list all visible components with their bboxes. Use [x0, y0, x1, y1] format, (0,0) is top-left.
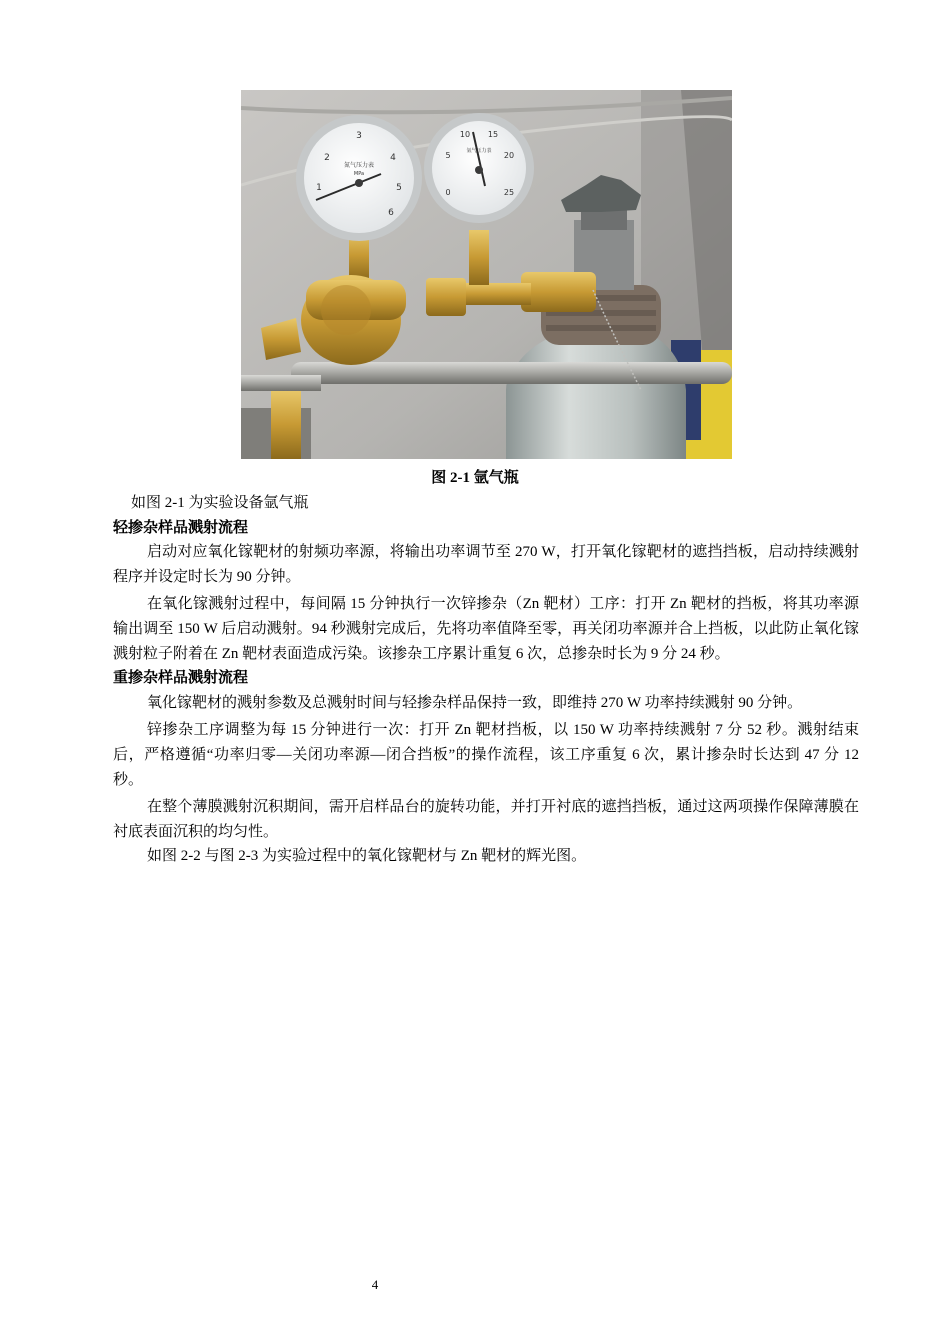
svg-text:4: 4 [390, 153, 396, 163]
intro-paragraph: 如图 2-1 为实验设备氩气瓶 [131, 495, 309, 511]
svg-text:20: 20 [503, 151, 515, 160]
svg-text:10: 10 [459, 130, 471, 139]
pressure-gauge-right-icon [424, 113, 534, 223]
svg-text:3: 3 [356, 131, 362, 141]
page-number: 4 [371, 1277, 379, 1292]
svg-text:5: 5 [445, 151, 451, 160]
svg-text:氩气压力表: 氩气压力表 [466, 148, 492, 154]
pressure-gauge-left-icon [296, 115, 422, 241]
paragraph: 锌掺杂工序调整为每 15 分钟进行一次：打开 Zn 靶材挡板，以 150 W 功率持续溅射 7 分 52 秒。溅射结束后，严格遵循“功率归零—关闭功率源—闭合挡板”的操作流程，该工序重复 6 次，累计掺杂时长达到 47 分 12 秒。 [113, 722, 859, 788]
svg-text:MPa: MPa [353, 171, 365, 177]
svg-text:25: 25 [503, 188, 515, 197]
svg-text:5: 5 [396, 183, 402, 193]
svg-text:0: 0 [445, 188, 451, 197]
svg-text:2: 2 [324, 153, 330, 163]
svg-text:6: 6 [388, 208, 394, 218]
svg-text:氮气压力表: 氮气压力表 [343, 162, 375, 169]
body-text [113, 491, 859, 869]
paragraph: 氧化镓靶材的溅射参数及总溅射时间与轻掺杂样品保持一致，即维持 270 W 功率持续溅射 90 分钟。 [147, 694, 803, 711]
section-heading-light-doping: 轻掺杂样品溅射流程 [113, 519, 249, 536]
svg-text:1: 1 [316, 183, 322, 193]
svg-text:15: 15 [487, 130, 499, 139]
paragraph: 在氧化镓溅射过程中，每间隔 15 分钟执行一次锌掺杂（Zn 靶材）工序：打开 Zn 靶材的挡板，将其功率源输出调至 150 W 后启动溅射。94 秒溅射完成后，先将功率值降至零，再关闭功率源并合上挡板，以此防止氧化镓溅射粒子附着在 Zn 靶材表面造成污染。该掺杂工序累计重复 6 次，总掺杂时长为 9 分 24 秒。 [113, 596, 859, 662]
figure-caption: 图 2-1 氩气瓶 [431, 470, 519, 486]
section-heading-heavy-doping: 重掺杂样品溅射流程 [113, 670, 249, 687]
paragraph: 如图 2-2 与图 2-3 为实验过程中的氧化镓靶材与 Zn 靶材的辉光图。 [147, 848, 587, 865]
paragraph: 启动对应氧化镓靶材的射频功率源，将输出功率调节至 270 W，打开氧化镓靶材的遮挡挡板，启动持续溅射程序并设定时长为 90 分钟。 [113, 544, 859, 585]
paragraph: 在整个薄膜溅射沉积期间，需开启样品台的旋转功能，并打开衬底的遮挡挡板，通过这两项操作保障薄膜在衬底表面沉积的均匀性。 [113, 799, 859, 840]
argon-cylinder-photo [241, 90, 732, 459]
